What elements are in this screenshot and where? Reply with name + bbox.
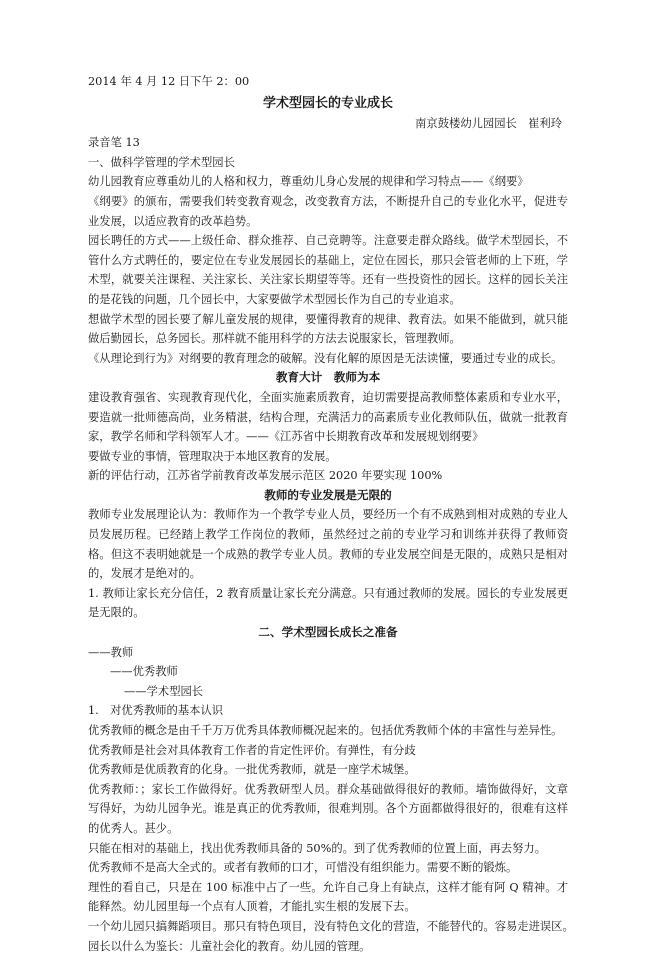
paragraph: 1. 教师让家长充分信任，2 教育质量让家长充分满意。只有通过教师的发展。园长的专业发展更是无限的。: [88, 586, 568, 620]
paragraph: 幼儿园教育应尊重幼儿的人格和权力，尊重幼儿身心发展的规律和学习特点——《纲要》: [88, 175, 529, 189]
paragraph: 要做专业的事情，管理取决于本地区教育的发展。: [88, 449, 337, 463]
paragraph: 园长以什么为鉴长：儿童社会化的教育。幼儿园的管理。: [88, 939, 371, 953]
paragraph: 新的评估行动，江苏省学前教育改革发展示范区 2020 年要实现 100%: [88, 469, 443, 483]
paragraph: 优秀教师的概念是由千千万万优秀具体教师概况起来的。包括优秀教师个体的丰富性与差异性。: [88, 724, 563, 737]
ladder-step: ——教师: [88, 645, 134, 659]
record-date: 2014 年 4 月 12 日下午 2：00: [88, 75, 250, 88]
paragraph: 优秀教师：；家长工作做得好。优秀教研型人员。群众基础做得很好的教师。墙饰做得好，文章写得好，为幼儿园争光。谁是真正的优秀教师，很难判別。各个方面都做得很好的，很难有这样的优秀人。甚少。: [88, 782, 568, 835]
document-title: 学术型园长的专业成长: [262, 95, 393, 111]
paragraph: 想做学术型的园长要了解儿童发展的规律，要懂得教育的规律、教育法。如果不能做到，就只能做后勤园长，总务园长。那样就不能用科学的方法去说服家长，管理教师。: [88, 312, 568, 346]
paragraph: 理性的看自己，只是在 100 标准中占了一些。允许自己身上有缺点，这样才能有阿 Q 精神。才能释然。幼儿园里每一个点有人顶着，才能扎实生根的发展下去。: [88, 880, 568, 914]
subsection-heading: 1. 对优秀教师的基本认识: [88, 704, 224, 718]
paragraph: 园长聘任的方式——上级任命、群众推荐、自己竞聘等。注意要走群众路线。做学术型园长，不管什么方式聘任的，要定位在专业发展园长的基础上，定位在园长，那只会管老师的上下班，学术型，就要关注课程、关注家长、关注家长期望等等。还有一些投资性的园长。这样的园长关注的是花钱的问题，几个园长中，大家要做学术型园长作为自己的专业追求。: [88, 234, 568, 306]
paragraph: 《从理论到行为》对纲要的教育理念的破解。没有化解的原因是无法读懂，要通过专业的成长。: [88, 351, 563, 365]
paragraph: 优秀教师不是高大全式的。或者有教师的口才，可惜没有组织能力。需要不断的锻炼。: [88, 861, 518, 875]
ladder-step: ——优秀教师: [110, 665, 178, 679]
document-page: [88, 0, 574, 956]
section-heading: 教育大计 教师为本: [275, 370, 381, 385]
recording-note: 录音笔 13: [88, 136, 140, 150]
ladder-step: ——学术型园长: [124, 684, 204, 698]
paragraph: 只能在相对的基础上，找出优秀教师具备的 50%的。到了优秀教师的位置上面，再去努力。: [88, 841, 546, 855]
section-heading: 教师的专业发展是无限的: [264, 487, 392, 502]
section-heading: 一、做科学管理的学术型园长: [88, 155, 235, 169]
paragraph: 一个幼儿园只搞舞蹈项目。那只有特色项目，没有特色文化的营造，不能替代的。容易走进误区。: [88, 919, 574, 933]
section-heading: 二、学术型园长成长之准备: [258, 625, 398, 640]
paragraph: 《纲要》的颁布，需要我们转变教育观念，改变教育方法，不断提升自己的专业化水平，促进专业发展，以适应教育的改革趋势。: [88, 194, 568, 228]
paragraph: 优秀教师是社会对具体教育工作者的肯定性评价。有弹性，有分歧: [88, 743, 416, 757]
paragraph: 优秀教师是优质教育的化身。一批优秀教师，就是一座学术城堡。: [88, 763, 416, 777]
paragraph: 建设教育强省、实现教育现代化，全面实施素质教育，迫切需要提高教师整体素质和专业水平，要造就一批师德高尚，业务精湛，结构合理，充满活力的高素质专业化教师队伍，做就一批教育家，教学名师和学科领军人才。——《江苏省中长期教育改革和发展规划纲要》: [88, 390, 568, 444]
paragraph: 教师专业发展理论认为：教师作为一个教学专业人员，要经历一个有不成熟到相对成熟的专业人员发展历程。已经踏上教学工作岗位的教师，虽然经过之前的专业学习和训练并获得了教师资格。但这不表明她就是一个成熟的教学专业人员。教师的专业发展空间是无限的，成熟只是相对的，发展才是绝对的。: [88, 508, 568, 581]
author-line: 南京鼓楼幼儿园园长 崔利玲: [415, 116, 562, 130]
